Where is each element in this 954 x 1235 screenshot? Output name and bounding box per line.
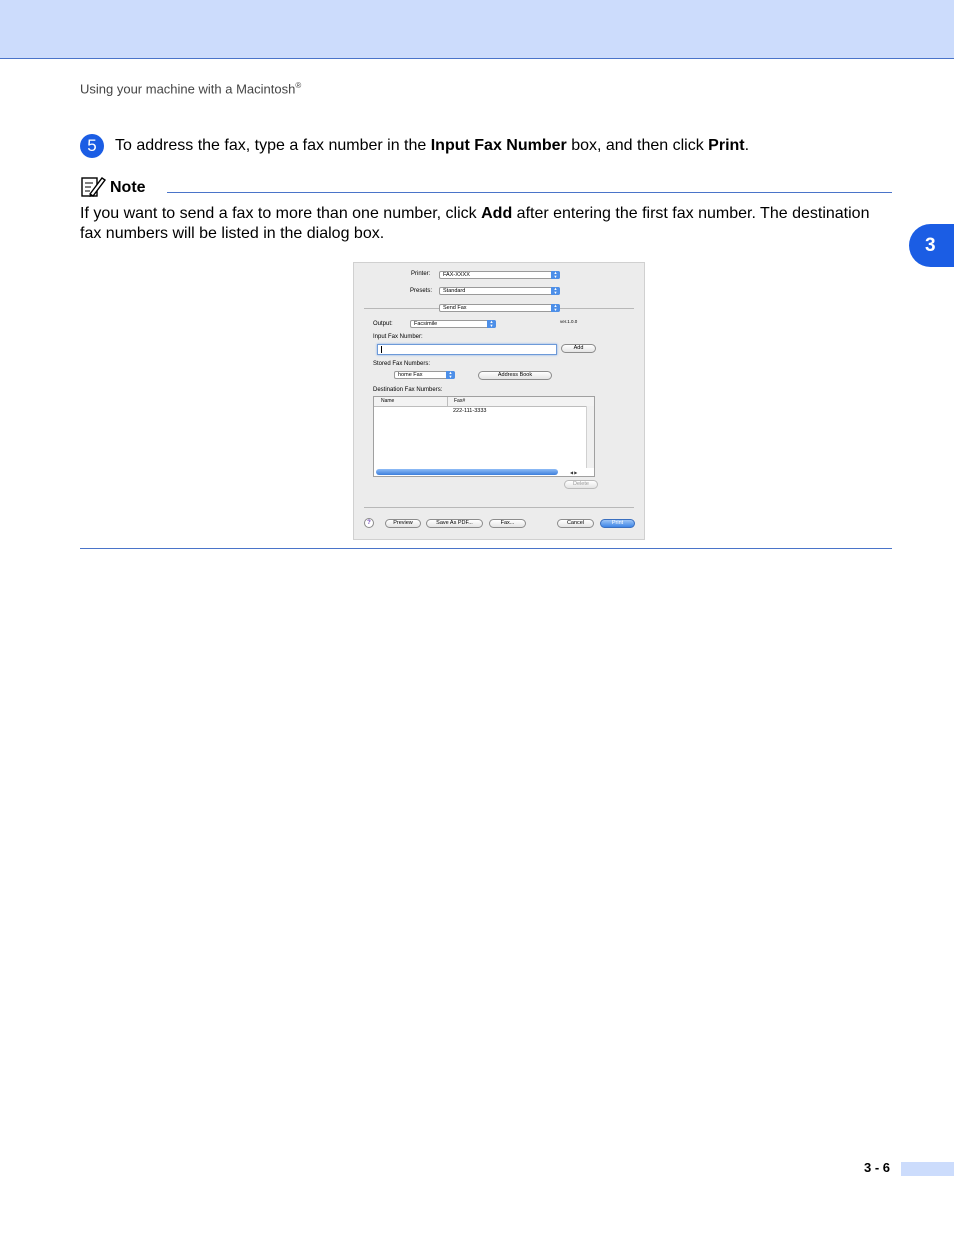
presets-popup[interactable]: Standard ▲ ▼: [439, 287, 560, 295]
vertical-scrollbar[interactable]: [586, 406, 594, 468]
help-icon[interactable]: ?: [364, 518, 374, 528]
print-button[interactable]: Print: [600, 519, 635, 528]
output-popup[interactable]: Facsimile ▲ ▼: [410, 320, 496, 328]
printer-popup[interactable]: FAX-XXXX ▲ ▼: [439, 271, 560, 279]
column-fax: Fax#: [454, 398, 466, 404]
chapter-number: 3: [925, 234, 936, 256]
popup-arrows-icon: ▲ ▼: [446, 371, 455, 379]
cancel-button[interactable]: Cancel: [557, 519, 594, 528]
input-fax-number-field[interactable]: [377, 344, 557, 355]
add-button[interactable]: Add: [561, 344, 596, 353]
column-name: Name: [381, 398, 395, 404]
text-caret: [381, 346, 382, 353]
destination-fax-label: Destination Fax Numbers:: [373, 387, 443, 393]
note-pencil-icon: [80, 174, 106, 198]
destination-fax-table[interactable]: [373, 396, 595, 477]
header-band: [0, 0, 954, 59]
horizontal-scrollbar[interactable]: [376, 469, 558, 475]
input-fax-label: Input Fax Number:: [373, 334, 423, 340]
running-title: Using your machine with a Macintosh®: [80, 81, 302, 97]
pane-popup[interactable]: Send Fax ▲ ▼: [439, 304, 560, 312]
chapter-tab: [909, 224, 954, 267]
presets-label: Presets:: [410, 288, 433, 294]
scroll-arrows-icon[interactable]: ◀ ▶: [570, 470, 578, 475]
popup-arrows-icon: ▲ ▼: [551, 271, 560, 279]
popup-arrows-icon: ▲ ▼: [551, 287, 560, 295]
footer-bar: [901, 1162, 954, 1176]
note-divider: [167, 192, 892, 193]
table-header: [374, 397, 594, 407]
output-label: Output:: [373, 321, 393, 327]
fax-button[interactable]: Fax...: [489, 519, 526, 528]
printer-label: Printer:: [411, 271, 431, 277]
note-heading: [80, 174, 892, 196]
popup-arrows-icon: ▲ ▼: [487, 320, 496, 328]
column-divider: [447, 397, 448, 406]
popup-arrows-icon: ▲ ▼: [551, 304, 560, 312]
address-book-button[interactable]: Address Book: [478, 371, 552, 380]
version-label: ver.1.0.0: [560, 319, 578, 324]
preview-button[interactable]: Preview: [385, 519, 421, 528]
page-number: 3 - 6: [864, 1160, 891, 1175]
step-number-badge: 5: [80, 134, 104, 158]
dialog-separator: [364, 507, 634, 508]
delete-button[interactable]: Delete: [564, 480, 598, 489]
save-as-pdf-button[interactable]: Save As PDF...: [426, 519, 483, 528]
row-fax: 222-111-3333: [453, 408, 487, 414]
step-instruction: To address the fax, type a fax number in the Input Fax Number box, and then click Print.: [115, 137, 750, 154]
section-divider: [80, 548, 892, 549]
stored-fax-popup[interactable]: home Fax ▲ ▼: [394, 371, 455, 379]
note-label: Note: [110, 179, 146, 196]
stored-fax-label: Stored Fax Numbers:: [373, 361, 431, 367]
note-text: If you want to send a fax to more than one number, click Add after entering the first fax number. The destination fax numbers will be listed in the dialog box.: [80, 205, 870, 242]
registered-mark: ®: [295, 81, 302, 90]
